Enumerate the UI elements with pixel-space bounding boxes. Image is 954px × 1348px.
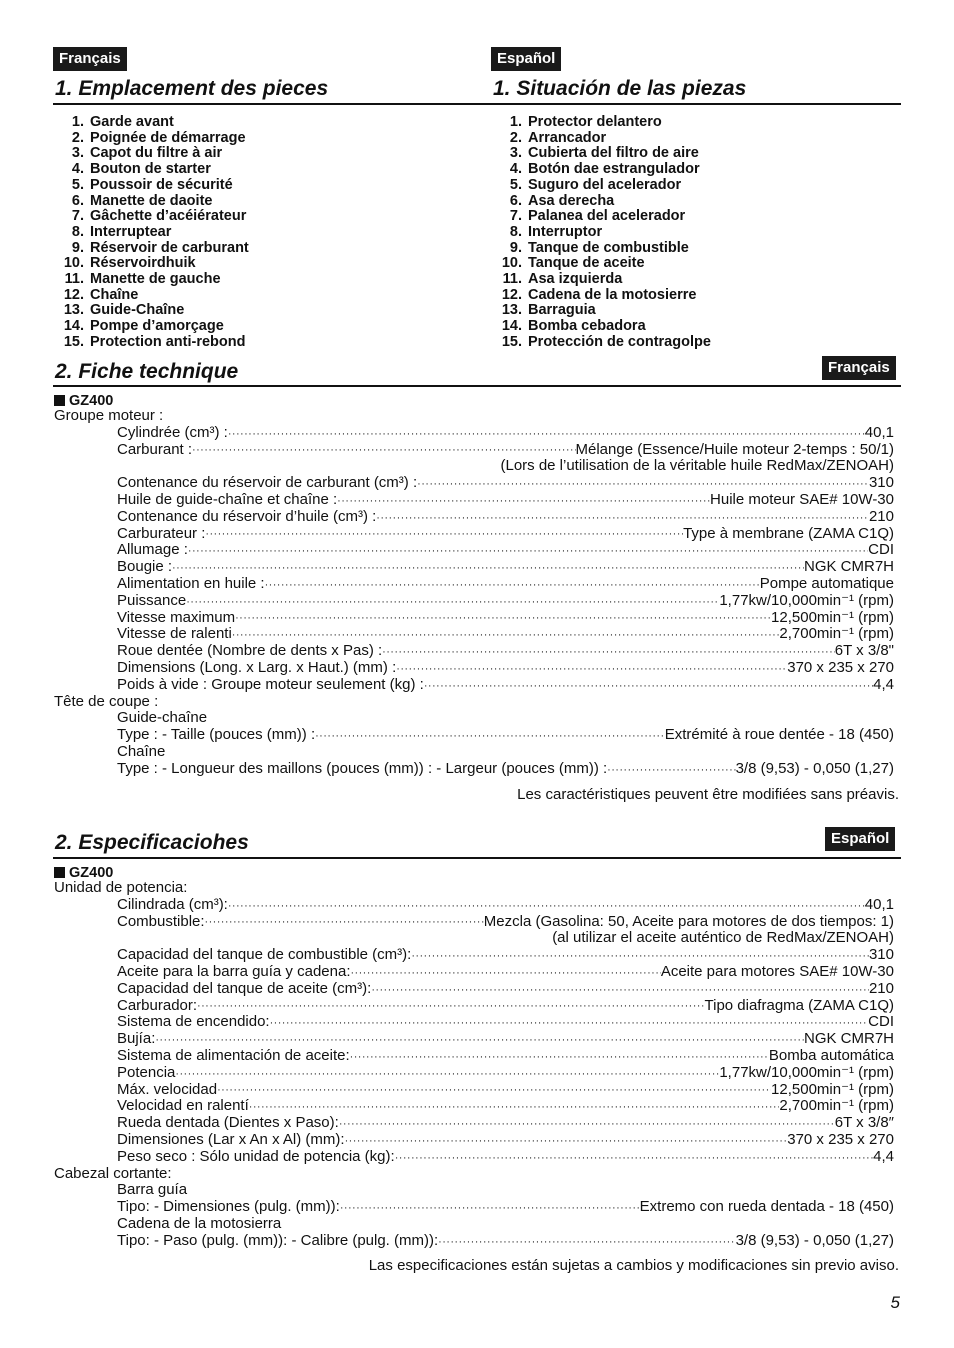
spec-value: Tipo diafragma (ZAMA C1Q) xyxy=(704,996,894,1014)
item-label: Poignée de démarrage xyxy=(90,129,246,146)
spec-group-heading xyxy=(54,694,894,711)
spec-value: 3/8 (9,53) - 0,050 (1,27) xyxy=(735,1231,894,1249)
spec-row xyxy=(54,1048,894,1065)
spec-value: Pompe automatique xyxy=(759,574,894,592)
spec-row xyxy=(54,964,894,981)
spec-row xyxy=(54,593,894,610)
es-model-label: GZ400 xyxy=(54,865,113,881)
list-item xyxy=(492,335,711,351)
item-number: 14. xyxy=(63,318,84,335)
spec-row xyxy=(54,1082,894,1099)
item-label: Suguro del acelerador xyxy=(528,176,682,193)
spec-row xyxy=(54,610,894,627)
list-item xyxy=(492,256,711,272)
spec-group-label: Groupe moteur : xyxy=(54,407,164,424)
spec-subheading-label: Cadena de la motosierra xyxy=(117,1214,282,1232)
dot-leader xyxy=(339,1116,835,1132)
spec-row xyxy=(54,727,894,744)
spec-value: Bomba automática xyxy=(768,1046,894,1064)
spec-row xyxy=(54,1233,894,1250)
spec-value: Aceite para motores SAE# 10W-30 xyxy=(660,962,894,980)
spec-value: 6T x 3/8″ xyxy=(834,1114,894,1132)
spec-label: Carburador: xyxy=(117,996,198,1014)
item-number: 6. xyxy=(509,192,522,209)
spec-value: 370 x 235 x 270 xyxy=(787,1130,894,1148)
dot-leader xyxy=(438,1234,735,1250)
item-number: 6. xyxy=(71,192,84,209)
list-item xyxy=(54,178,249,194)
item-label: Barraguia xyxy=(528,302,596,319)
es-spec-title: 2. Especificaciohes xyxy=(55,831,249,854)
spec-row xyxy=(54,1132,894,1149)
item-label: Réservoirdhuik xyxy=(90,255,196,272)
item-number: 1. xyxy=(509,114,522,130)
list-item xyxy=(492,319,711,335)
item-number: 15. xyxy=(501,333,522,350)
spec-group-label: Tête de coupe : xyxy=(54,692,159,710)
item-number: 1. xyxy=(71,114,84,130)
spec-value: CDI xyxy=(868,541,894,559)
spec-row xyxy=(54,559,894,576)
item-label: Protección de contragolpe xyxy=(528,333,711,350)
dot-leader xyxy=(345,1133,788,1149)
spec-label: Contenance du réservoir d’huile (cm³) : xyxy=(117,507,377,525)
spec-value: 1,77kw/10,000min⁻¹ (rpm) xyxy=(719,1063,894,1081)
list-item xyxy=(492,194,711,210)
dot-leader xyxy=(337,493,710,509)
list-item xyxy=(492,115,711,131)
spec-row xyxy=(54,643,894,660)
spec-value: 40,1 xyxy=(864,423,894,441)
item-number: 9. xyxy=(71,239,84,256)
language-tab-french-2: Français xyxy=(822,356,896,380)
dot-leader xyxy=(249,1099,780,1115)
dot-leader xyxy=(197,998,704,1014)
spec-value: 4,4 xyxy=(873,675,894,693)
item-number: 3. xyxy=(71,145,84,162)
fr-spec-rule xyxy=(53,385,901,387)
item-label: Palanea del acelerador xyxy=(528,208,686,225)
list-item xyxy=(54,272,249,288)
item-number: 5. xyxy=(509,176,522,193)
list-item xyxy=(54,288,249,304)
language-tab-spanish-2: Español xyxy=(825,827,895,851)
dot-leader xyxy=(340,1200,640,1216)
spec-value: 2,700min⁻¹ (rpm) xyxy=(779,1097,894,1115)
spec-label: Roue dentée (Nombre de dents x Pas) : xyxy=(117,642,383,660)
spec-label: Contenance du réservoir de carburant (cm³) : xyxy=(117,474,418,492)
item-number: 4. xyxy=(509,161,522,178)
spec-label: Dimensions (Long. x Larg. x Haut.) (mm) : xyxy=(117,658,397,676)
spec-value: 210 xyxy=(868,979,894,997)
es-spec-note: Las especificaciones están sujetas a cambios y modificaciones sin previo aviso. xyxy=(368,1257,899,1274)
dot-leader xyxy=(235,610,771,626)
spec-label: Sistema de alimentación de aceite: xyxy=(117,1046,350,1064)
spec-label: Vitesse maximum xyxy=(117,608,236,626)
item-label: Interruptor xyxy=(528,223,603,240)
spec-row xyxy=(54,475,894,492)
spec-group-heading xyxy=(54,1166,894,1183)
spec-label: Máx. velocidad xyxy=(117,1080,218,1098)
spec-group-label: Unidad de potencia: xyxy=(54,879,188,896)
spec-row-continuation xyxy=(54,458,894,475)
spec-row xyxy=(54,442,894,459)
spec-value: NGK CMR7H xyxy=(803,558,894,576)
spec-label: Potencia xyxy=(117,1063,176,1081)
dot-leader xyxy=(186,594,719,610)
item-label: Asa izquierda xyxy=(528,271,623,288)
spec-group-heading xyxy=(54,880,894,897)
item-label: Cubierta del filtro de aire xyxy=(528,145,699,162)
spec-row xyxy=(54,914,894,931)
fr-spec-table xyxy=(54,408,894,778)
dot-leader xyxy=(270,1015,869,1031)
spec-value: CDI xyxy=(868,1013,894,1031)
item-label: Réservoir de carburant xyxy=(90,239,249,256)
dot-leader xyxy=(411,948,869,964)
spec-row xyxy=(54,509,894,526)
dot-leader xyxy=(350,965,660,981)
item-number: 13. xyxy=(63,302,84,319)
item-label: Poussoir de sécurité xyxy=(90,176,233,193)
list-item xyxy=(54,131,249,147)
item-label: Asa derecha xyxy=(528,192,615,209)
spec-group-heading xyxy=(54,408,894,425)
spec-label: Huile de guide-chaîne et chaîne : xyxy=(117,490,338,508)
spec-subheading xyxy=(54,1182,894,1199)
square-bullet-icon xyxy=(54,395,65,406)
item-number: 11. xyxy=(502,271,522,288)
item-number: 9. xyxy=(509,239,522,256)
list-item xyxy=(492,131,711,147)
dot-leader xyxy=(175,1066,719,1082)
spec-row-continuation xyxy=(54,930,894,947)
spec-value: Extrémité à roue dentée - 18 (450) xyxy=(664,726,894,744)
square-bullet-icon xyxy=(54,867,65,878)
item-number: 11. xyxy=(64,271,84,288)
item-label: Chaîne xyxy=(90,286,139,303)
list-item xyxy=(54,146,249,162)
spec-row xyxy=(54,1149,894,1166)
item-number: 2. xyxy=(71,129,84,146)
fr-spec-title: 2. Fiche technique xyxy=(55,360,239,383)
item-label: Capot du filtre à air xyxy=(90,145,223,162)
spec-value: 6T x 3/8" xyxy=(834,642,894,660)
es-spec-table xyxy=(54,880,894,1250)
spec-group-label: Cabezal cortante: xyxy=(54,1164,172,1182)
spec-value: 4,4 xyxy=(873,1147,894,1165)
spec-label: Aceite para la barra guía y cadena: xyxy=(117,962,351,980)
dot-leader xyxy=(396,661,787,677)
fr-model-label: GZ400 xyxy=(54,393,113,409)
item-label: Protection anti-rebond xyxy=(90,333,246,350)
spec-value: 40,1 xyxy=(864,895,894,913)
spec-value: 12,500min⁻¹ (rpm) xyxy=(771,608,894,626)
list-item xyxy=(54,319,249,335)
spec-label: Type : - Longueur des maillons (pouces (mm)) : - Largeur (pouces (mm)) : xyxy=(117,759,608,777)
list-item xyxy=(492,241,711,257)
language-tab-spanish: Español xyxy=(491,47,561,71)
item-label: Protector delantero xyxy=(528,114,662,130)
dot-leader xyxy=(371,982,869,998)
item-number: 14. xyxy=(501,318,522,335)
dot-leader xyxy=(376,510,869,526)
spec-label: Capacidad del tanque de aceite (cm³): xyxy=(117,979,372,997)
spec-value: 12,500min⁻¹ (rpm) xyxy=(771,1080,894,1098)
spec-label: Dimensiones (Lar x An x Al) (mm): xyxy=(117,1130,345,1148)
spec-value: Mezcla (Gasolina: 50, Aceite para motores de dos tiempos: 1) xyxy=(483,912,894,930)
spec-label: Bougie : xyxy=(117,558,173,576)
spec-row xyxy=(54,626,894,643)
list-item xyxy=(492,272,711,288)
list-item xyxy=(54,194,249,210)
item-number: 10. xyxy=(501,255,522,272)
item-number: 12. xyxy=(501,286,522,303)
spec-value: (al utilizar el aceite auténtico de RedMax/ZENOAH) xyxy=(552,929,894,947)
spec-value: Type à membrane (ZAMA C1Q) xyxy=(683,524,894,542)
spec-value: 310 xyxy=(868,946,894,964)
spec-row xyxy=(54,1199,894,1216)
dot-leader xyxy=(228,898,865,914)
spec-subheading xyxy=(54,1216,894,1233)
spec-subheading xyxy=(54,710,894,727)
spec-label: Capacidad del tanque de combustible (cm³): xyxy=(117,946,412,964)
spec-row xyxy=(54,1065,894,1082)
item-label: Gâchette d’acéiérateur xyxy=(90,208,247,225)
spec-value: (Lors de l’utilisation de la véritable huile RedMax/ZENOAH) xyxy=(500,457,894,475)
spec-row xyxy=(54,981,894,998)
dot-leader xyxy=(155,1032,804,1048)
item-number: 4. xyxy=(71,161,84,178)
spec-row xyxy=(54,660,894,677)
list-item xyxy=(492,288,711,304)
spec-row xyxy=(54,1031,894,1048)
spec-subheading xyxy=(54,744,894,761)
item-label: Guide-Chaîne xyxy=(90,302,185,319)
spec-subheading-label: Guide-chaîne xyxy=(117,709,208,727)
list-item xyxy=(54,303,249,319)
spec-row xyxy=(54,425,894,442)
spec-row xyxy=(54,947,894,964)
item-number: 13. xyxy=(501,302,522,319)
item-number: 7. xyxy=(71,208,84,225)
spec-label: Peso seco : Sólo unidad de potencia (kg): xyxy=(117,1147,395,1165)
spec-subheading-label: Chaîne xyxy=(117,742,166,760)
dot-leader xyxy=(217,1082,771,1098)
item-label: Botón dae estrangulador xyxy=(528,161,700,178)
list-item xyxy=(54,115,249,131)
list-item xyxy=(54,256,249,272)
spec-label: Alimentation en huile : xyxy=(117,574,265,592)
spec-value: NGK CMR7H xyxy=(803,1030,894,1048)
list-item xyxy=(492,303,711,319)
es-parts-list xyxy=(492,115,711,351)
dot-leader xyxy=(192,442,575,458)
spec-row xyxy=(54,1014,894,1031)
item-label: Cadena de la motosierre xyxy=(528,286,697,303)
fr-parts-list xyxy=(54,115,249,351)
dot-leader xyxy=(205,526,683,542)
item-label: Pompe d’amorçage xyxy=(90,318,224,335)
item-number: 8. xyxy=(71,223,84,240)
spec-label: Rueda dentada (Dientes x Paso): xyxy=(117,1114,339,1132)
spec-label: Type : - Taille (pouces (mm)) : xyxy=(117,726,316,744)
spec-label: Cilindrada (cm³): xyxy=(117,895,228,913)
item-number: 12. xyxy=(63,286,84,303)
item-label: Garde avant xyxy=(90,114,174,130)
item-number: 3. xyxy=(509,145,522,162)
spec-subheading-label: Barra guía xyxy=(117,1181,188,1199)
list-item xyxy=(54,225,249,241)
spec-row xyxy=(54,897,894,914)
item-label: Tanque de combustible xyxy=(528,239,689,256)
spec-value: 370 x 235 x 270 xyxy=(787,658,894,676)
spec-row xyxy=(54,761,894,778)
spec-row xyxy=(54,677,894,694)
item-label: Bouton de starter xyxy=(90,161,211,178)
item-number: 5. xyxy=(71,176,84,193)
spec-label: Velocidad en ralentí xyxy=(117,1097,249,1115)
list-item xyxy=(492,178,711,194)
spec-label: Combustible: xyxy=(117,912,205,930)
dot-leader xyxy=(424,678,873,694)
spec-value: 210 xyxy=(868,507,894,525)
list-item xyxy=(54,162,249,178)
item-label: Interruptear xyxy=(90,223,172,240)
spec-label: Carburant : xyxy=(117,440,193,458)
spec-row xyxy=(54,492,894,509)
spec-value: 3/8 (9,53) - 0,050 (1,27) xyxy=(735,759,894,777)
spec-value: 310 xyxy=(868,474,894,492)
item-number: 15. xyxy=(63,333,84,350)
spec-label: Puissance xyxy=(117,591,187,609)
fr-spec-note: Les caractéristiques peuvent être modifiées sans préavis. xyxy=(517,786,899,803)
spec-value: 1,77kw/10,000min⁻¹ (rpm) xyxy=(719,591,894,609)
spec-label: Sistema de encendido: xyxy=(117,1013,270,1031)
spec-label: Bujía: xyxy=(117,1030,156,1048)
spec-label: Allumage : xyxy=(117,541,188,559)
spec-row xyxy=(54,526,894,543)
es-spec-rule xyxy=(53,857,901,859)
dot-leader xyxy=(205,914,484,930)
dot-leader xyxy=(395,1150,873,1166)
list-item xyxy=(54,335,249,351)
item-label: Arrancador xyxy=(528,129,607,146)
spec-row xyxy=(54,576,894,593)
list-item xyxy=(54,241,249,257)
item-label: Manette de daoite xyxy=(90,192,213,209)
language-tab-french: Français xyxy=(53,47,127,71)
dot-leader xyxy=(188,543,868,559)
list-item xyxy=(492,146,711,162)
spec-value: Mélange (Essence/Huile moteur 2-temps : 50/1) xyxy=(575,440,894,458)
spec-value: Extremo con rueda dentada - 18 (450) xyxy=(639,1198,894,1216)
item-number: 7. xyxy=(509,208,522,225)
spec-row xyxy=(54,998,894,1015)
list-item xyxy=(492,162,711,178)
spec-label: Poids à vide : Groupe moteur seulement (kg) : xyxy=(117,675,424,693)
spec-label: Tipo: - Paso (pulg. (mm)): - Calibre (pulg. (mm)): xyxy=(117,1231,439,1249)
item-label: Tanque de aceite xyxy=(528,255,645,272)
item-number: 8. xyxy=(509,223,522,240)
spec-label: Tipo: - Dimensiones (pulg. (mm)): xyxy=(117,1198,340,1216)
spec-row xyxy=(54,542,894,559)
fr-parts-title: 1. Emplacement des pieces xyxy=(55,77,329,100)
es-parts-title: 1. Situación de las piezas xyxy=(493,77,747,100)
dot-leader xyxy=(265,577,760,593)
item-number: 10. xyxy=(63,255,84,272)
spec-value: 2,700min⁻¹ (rpm) xyxy=(779,625,894,643)
item-label: Manette de gauche xyxy=(90,271,221,288)
dot-leader xyxy=(350,1049,769,1065)
list-item xyxy=(492,225,711,241)
spec-value: Huile moteur SAE# 10W-30 xyxy=(710,490,894,508)
list-item xyxy=(54,209,249,225)
dot-leader xyxy=(172,560,804,576)
dot-leader xyxy=(607,762,735,778)
item-number: 2. xyxy=(509,129,522,146)
spec-row xyxy=(54,1115,894,1132)
dot-leader xyxy=(228,426,865,442)
spec-label: Vitesse de ralenti xyxy=(117,625,232,643)
dot-leader xyxy=(382,644,835,660)
dot-leader xyxy=(232,627,780,643)
dot-leader xyxy=(417,476,869,492)
spec-label: Cylindrée (cm³) : xyxy=(117,423,228,441)
parts-title-rule xyxy=(53,103,901,105)
dot-leader xyxy=(315,728,665,744)
spec-label: Carburateur : xyxy=(117,524,206,542)
item-label: Bomba cebadora xyxy=(528,318,646,335)
spec-row xyxy=(54,1098,894,1115)
page-number: 5 xyxy=(890,1293,900,1312)
list-item xyxy=(492,209,711,225)
